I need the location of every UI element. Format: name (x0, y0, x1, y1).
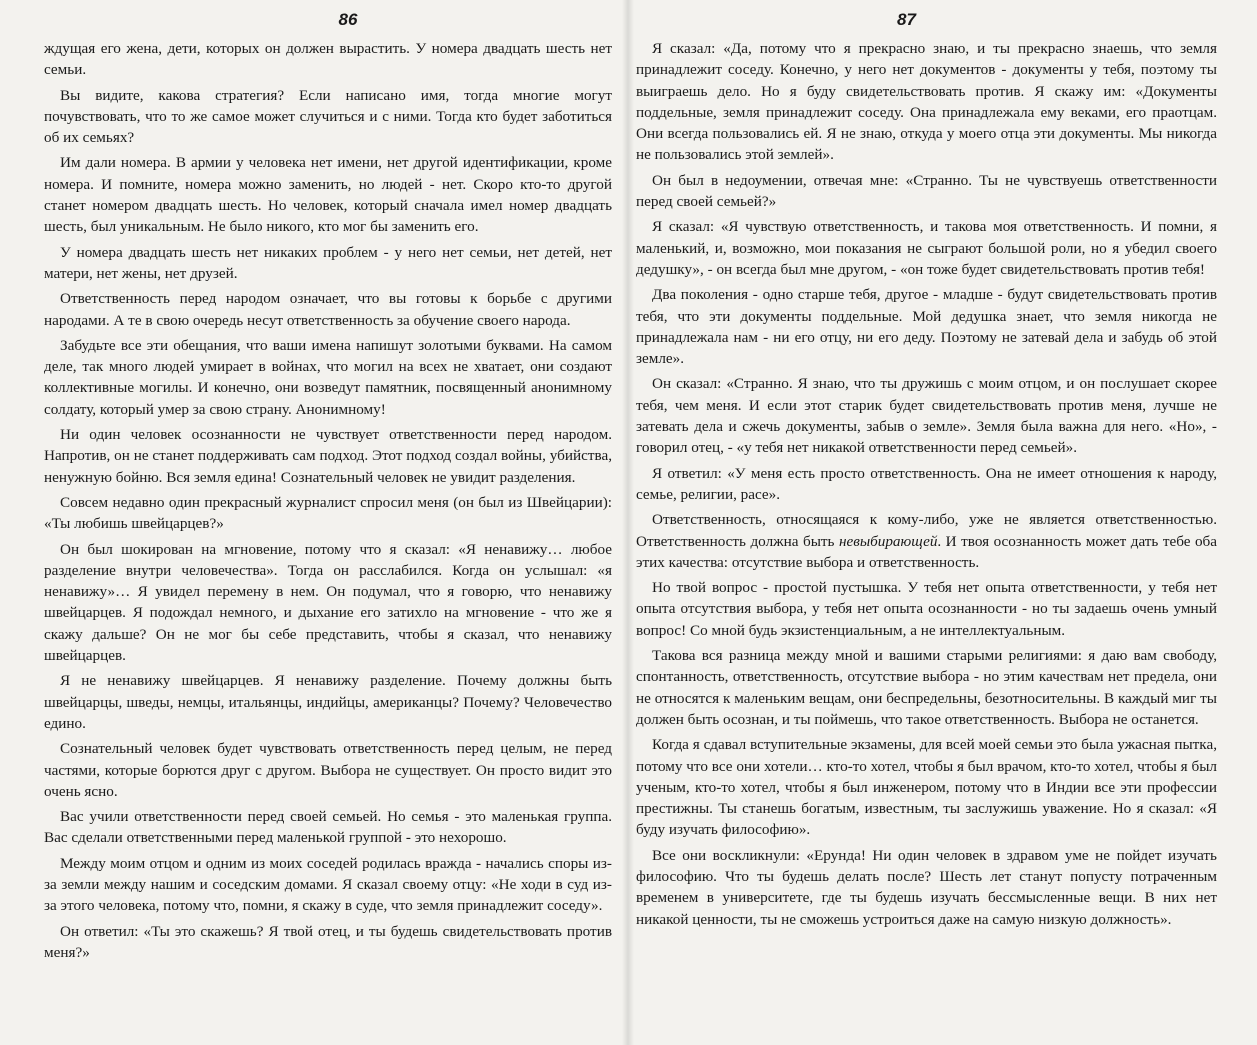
text-run: Ответственность, относящаяся к кому-либо, уже не является ответственностью. Ответственность должна быть (636, 511, 1217, 550)
paragraph: Ответственность перед народом означает, что вы готовы к борьбе с другими народами. А те в свою очередь несут ответственность за обучение своего народа. (44, 290, 612, 329)
paragraph: Когда я сдавал вступительные экзамены, для всей моей семьи это была ужасная пытка, потому что все они хотели… кто-то хотел, чтобы я был врачом, кто-то хотел, чтобы я был ученым, кто-то хотел, чтобы я был инженером, потому что в Индии все эти профессии престижны. Ты станешь богатым, известным, ты заслужишь уважение. Но я сказал: «Я буду изучать философию». (636, 736, 1217, 839)
left-page (0, 0, 628, 1045)
text-run: . И твоя осознанность может дать тебе оба этих качества: отсутствие выбора и ответственность. (636, 532, 1218, 571)
paragraph: Вас учили ответственности перед своей семьей. Но семья - это маленькая группа. Вас сделали ответственными перед маленькой группой - это нехорошо. (44, 808, 612, 847)
paragraph-with-emphasis (636, 509, 1217, 573)
paragraph: Между моим отцом и одним из моих соседей родилась вражда - начались споры из-за земли между нашим и соседским домами. Я сказал своему отцу: «Не ходи в суд из-за этого человека, потому что, помни, я скажу в суде, что земля принадлежит соседу». (44, 854, 612, 915)
paragraph: Но твой вопрос - простой пустышка. У тебя нет опыта ответственности, у тебя нет опыта отсутствия выбора, у тебя нет опыта осознанности - но ты задаешь очень умный вопрос! Со мной будь экзистенциальным, а не интеллектуальным. (636, 579, 1217, 639)
paragraph: Я сказал: «Я чувствую ответственность, и такова моя ответственность. И помни, я маленький, и, возможно, мои показания не сыграют большой роли, но я убедил своего дедушку», - он всегда был мне другом, - «он тоже будет свидетельствовать против тебя! (636, 218, 1217, 278)
paragraph: Им дали номера. В армии у человека нет имени, нет другой идентификации, кроме номера. И помните, номера можно заменить, но людей - нет. Скоро кто-то другой станет номером двадцать шесть. Но человек, который сначала имел номер двадцать шесть, был уникальным. Не было никого, кто мог бы заменить его. (44, 154, 612, 236)
paragraph: Совсем недавно один прекрасный журналист спросил меня (он был из Швейцарии): «Ты любишь швейцарцев?» (44, 493, 612, 533)
paragraph: Два поколения - одно старше тебя, другое - младше - будут свидетельствовать против тебя, что эти документы поддельные. Мой дедушка знает, что земля никогда не принадлежала нам - ни его отцу, ни его деду. Поэтому не затевай дела и забудь об этой земле». (636, 286, 1217, 368)
paragraph: Он сказал: «Странно. Я знаю, что ты дружишь с моим отцом, и он послушает скорее тебя, чем меня. И если этот старик будет свидетельствовать против меня, лучше не затевать дела и сжечь документы, забыв о земле». Земля была важна для него. «Но», - говорил отец, - «у тебя нет никакой ответственности перед семьей». (636, 375, 1217, 457)
paragraph: Он ответил: «Ты это скажешь? Я твой отец, и ты будешь свидетельствовать против меня?» (44, 922, 612, 961)
paragraph: Он был шокирован на мгновение, потому что я сказал: «Я ненавижу… любое разделение внутри человечества». Тогда он расслабился. Когда он услышал: «я ненавижу»… Я увидел перемену в нем. Он подумал, что я говорю, что ненавижу швейцарцев. Я подождал немного, и дыхание его затихло на мгновение - что же я скажу дальше? Он не мог бы себе представить, чтобы я сказал, что ненавижу швейцарцев. (44, 540, 612, 665)
paragraph: Ни один человек осознанности не чувствует ответственности перед народом. Напротив, он не станет поддерживать сам подход. Этот подход создал войны, убийства, ненужную бойню. Вся земля едина! Сознательный человек не увидит разделения. (44, 426, 612, 486)
page-number: 87 (897, 10, 916, 29)
paragraph: Я не ненавижу швейцарцев. Я ненавижу разделение. Почему должны быть швейцарцы, шведы, немцы, итальянцы, индийцы, американцы? Почему? Человечество едино. (44, 672, 612, 732)
paragraph: Я ответил: «У меня есть просто ответственность. Она не имеет отношения к народу, семье, религии, расе». (636, 464, 1217, 503)
emphasis-word: невыбирающей (838, 532, 938, 550)
paragraph: Забудьте все эти обещания, что ваши имена напишут золотыми буквами. На самом деле, так много людей умирает в войнах, что могил на всех не хватает, они создают коллективные могилы. И конечно, они возведут памятник, посвященный анонимному солдату, который умер за свою страну. Анонимному! (44, 336, 612, 418)
paragraph: Все они воскликнули: «Ерунда! Ни один человек в здравом уме не пойдет изучать философию. Что ты будешь делать после? Шесть лет станут попусту потраченным временем в университете, где ты будешь изучать бессмысленные вещи. В них нет никакой ценности, ты не сможешь устроиться даже на самую низкую должность». (636, 846, 1217, 928)
paragraph: ждущая его жена, дети, которых он должен вырастить. У номера двадцать шесть нет семьи. (44, 40, 612, 79)
paragraph: Я сказал: «Да, потому что я прекрасно знаю, и ты прекрасно знаешь, что земля принадлежит соседу. Конечно, у него нет документов - документы у тебя, поэтому ты выиграешь дело. Но я буду свидетельствовать против. Я скажу им: «Документы поддельные, земля принадлежит соседу. Она принадлежала ему веками, его праотцам. Они всегда пользовались ей. Я не знаю, откуда у моего отца эти документы. Мы никогда не пользовались этой землей». (636, 40, 1217, 164)
right-page (628, 0, 1257, 1045)
paragraph: Сознательный человек будет чувствовать ответственность перед целым, не перед частями, которые борются друг с другом. Выбора не существует. Он просто видит это очень ясно. (44, 740, 612, 800)
paragraph: У номера двадцать шесть нет никаких проблем - у него нет семьи, нет детей, нет матери, нет жены, нет друзей. (44, 243, 612, 282)
paragraph: Такова вся разница между мной и вашими старыми религиями: я даю вам свободу, спонтанность, ответственность, отсутствие выбора - но этим качествам нет предела, они не относятся к маленьким вещам, они беспредельны, безотносительны. В каждый миг ты должен быть осознан, и ты поймешь, что такое ответственность. Выбора не останется. (636, 647, 1217, 728)
paragraph: Вы видите, какова стратегия? Если написано имя, тогда многие могут почувствовать, что то же самое может случиться и с ними. Тогда кто будет заботиться об их семьях? (44, 86, 612, 147)
paragraph: Он был в недоумении, отвечая мне: «Странно. Ты не чувствуешь ответственности перед своей семьей?» (636, 171, 1217, 211)
page-number: 86 (338, 10, 358, 29)
